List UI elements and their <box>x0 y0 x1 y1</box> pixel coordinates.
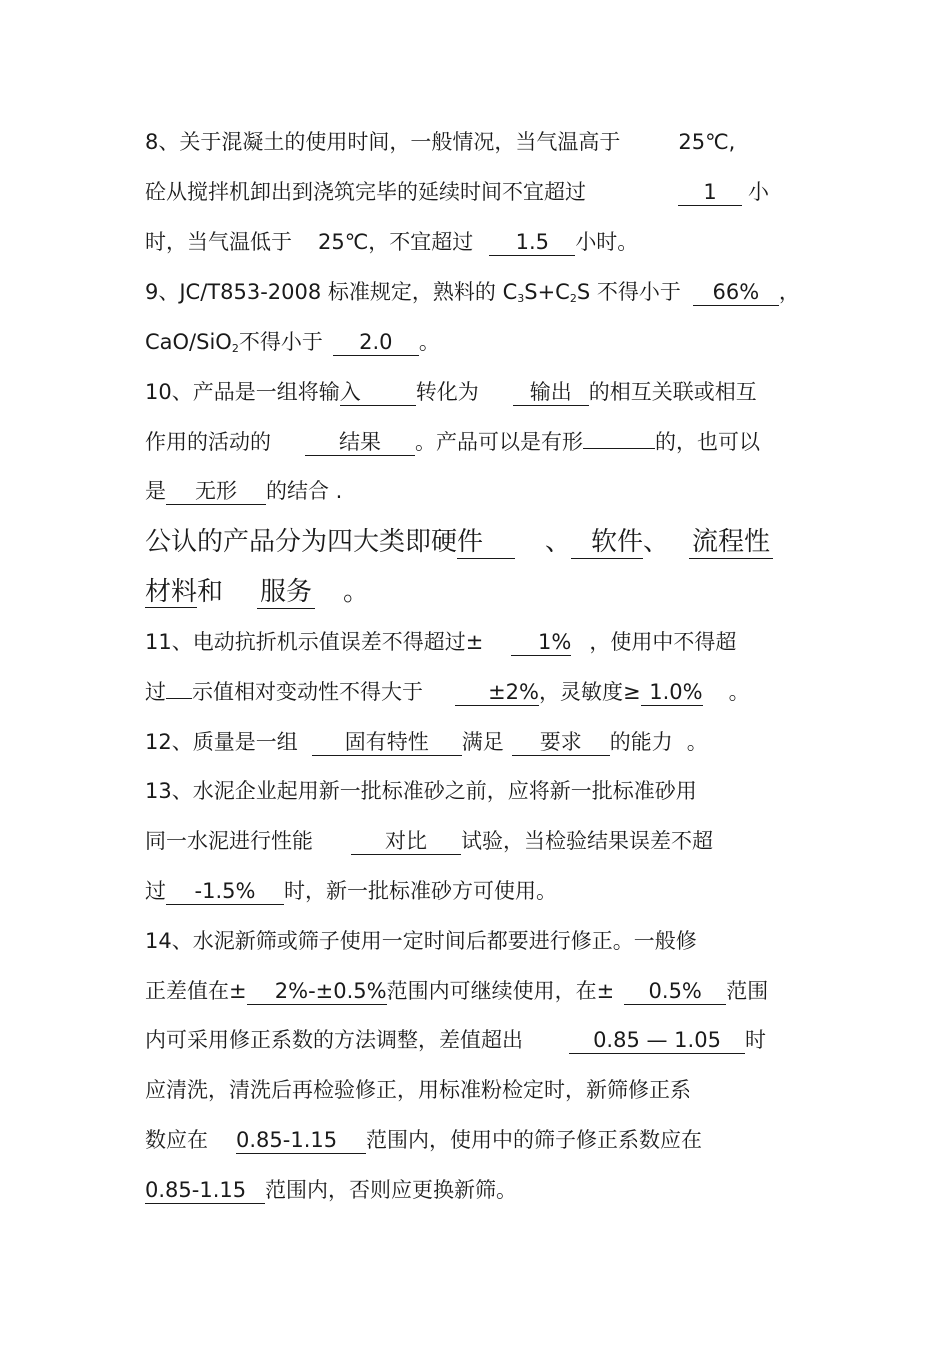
text: 砼从搅拌机卸出到浇筑完毕的延续时间不宜超过 <box>145 180 586 204</box>
text: 、 <box>545 527 572 557</box>
text: ， <box>778 280 800 304</box>
text: 的相互关联或相互 <box>588 380 757 404</box>
text: 25℃，不宜超过 <box>318 230 474 254</box>
q14-line-5 <box>145 1125 825 1155</box>
text: 公认的产品分为四大类即硬 <box>145 527 458 557</box>
text: 。 <box>418 330 440 354</box>
empty-blank <box>583 448 655 449</box>
answer-blank: 1% <box>511 629 571 656</box>
text: 内可采用修正系数的方法调整，差值超出 <box>145 1028 523 1052</box>
subscript: 2 <box>569 292 577 305</box>
q13-line-3 <box>145 876 825 906</box>
q10-line-5 <box>145 574 825 610</box>
text: 。 <box>728 680 750 704</box>
q11-line-2 <box>145 677 825 707</box>
answer-blank: 0.5% <box>624 978 726 1005</box>
text: 8、关于混凝土的使用时间，一般情况，当气温高于 <box>145 130 621 154</box>
answer-blank: 2.0 <box>333 329 419 356</box>
text: 是 <box>145 479 166 503</box>
q9-line-1 <box>145 277 825 307</box>
q11-line-1 <box>145 627 825 657</box>
q8-line-1 <box>145 127 825 157</box>
q12-line <box>145 727 825 757</box>
text: 小 <box>748 180 769 204</box>
text: 。 <box>343 577 370 607</box>
answer-blank: 0.85-1.15 <box>236 1127 366 1154</box>
text: 不得小于 <box>238 330 323 354</box>
text: S+C <box>524 280 570 304</box>
text: ，使用中不得超 <box>589 630 737 654</box>
answer-blank: 0.85-1.15 <box>145 1177 265 1204</box>
text: 。产品可以是有形 <box>415 430 583 454</box>
text: 过 <box>145 879 166 903</box>
answer-blank: 1.5 <box>489 229 575 256</box>
answer-blank: -1.5% <box>166 878 284 905</box>
text: 12、质量是一组 <box>145 730 298 754</box>
answer-blank: 入 <box>340 379 416 406</box>
q14-line-3 <box>145 1025 825 1055</box>
empty-blank <box>166 698 192 699</box>
text: 25℃, <box>678 130 736 154</box>
text: 。 <box>686 730 708 754</box>
text: 小时。 <box>575 230 639 254</box>
q10-line-1 <box>145 377 825 407</box>
text: 范围内可继续使用，在± <box>386 979 615 1003</box>
answer-blank: 服务 <box>257 576 315 609</box>
text: 的，也可以 <box>655 430 760 454</box>
q10-line-4 <box>145 524 825 560</box>
text: ，灵敏度≥ <box>539 680 641 704</box>
answer-blank: 要求 <box>512 729 610 756</box>
q10-line-2 <box>145 427 825 457</box>
text: 应清洗，清洗后再检验修正，用标准粉检定时，新筛修正系 <box>145 1078 691 1102</box>
text: 作用的活动的 <box>145 430 271 454</box>
text: 数应在 <box>145 1128 208 1152</box>
text: 范围内，否则应更换新筛。 <box>265 1178 517 1202</box>
answer-blank: 输出 <box>513 379 589 406</box>
q9-line-2 <box>145 327 825 357</box>
text: S 不得小于 <box>576 280 681 304</box>
text: 范围内，使用中的筛子修正系数应在 <box>366 1128 702 1152</box>
text: 14、水泥新筛或筛子使用一定时间后都要进行修正。一般修 <box>145 929 697 953</box>
answer-blank: 1.0% <box>641 679 703 706</box>
answer-blank: 结果 <box>305 429 415 456</box>
q13-line-1 <box>145 776 825 806</box>
text: 转化为 <box>415 380 479 404</box>
text: 的结合 . <box>266 479 343 503</box>
text: 同一水泥进行性能 <box>145 829 313 853</box>
answer-blank: ±2% <box>455 679 539 706</box>
q8-line-3 <box>145 227 825 257</box>
q14-line-1 <box>145 926 825 956</box>
text: 11、电动抗折机示值误差不得超过± <box>145 630 484 654</box>
text: 13、水泥企业起用新一批标准砂之前，应将新一批标准砂用 <box>145 779 697 803</box>
text: 的能力 <box>609 730 673 754</box>
text: 满足 <box>461 730 504 754</box>
answer-blank: 固有特性 <box>312 729 462 756</box>
text: 时 <box>745 1028 766 1052</box>
answer-blank: 1 <box>678 179 742 206</box>
text: 过 <box>145 680 166 704</box>
text: 和 <box>197 577 224 607</box>
text: 正差值在± <box>145 979 247 1003</box>
subscript: 3 <box>517 292 525 305</box>
text: 示值相对变动性不得大于 <box>192 680 423 704</box>
answer-blank: 对比 <box>351 828 461 855</box>
answer-blank: 0.85 — 1.05 <box>569 1027 745 1054</box>
text: 时，新一批标准砂方可使用。 <box>284 879 557 903</box>
underlined-text: 材料 <box>145 577 198 607</box>
q14-line-4 <box>145 1075 825 1105</box>
q13-line-2 <box>145 826 825 856</box>
answer-blank: 软件 <box>571 526 643 559</box>
text: 9、JC/T853-2008 标准规定，熟料的 C <box>145 280 518 304</box>
text: 10、产品是一组将输 <box>145 380 340 404</box>
q14-line-2 <box>145 976 825 1006</box>
text: 时，当气温低于 <box>145 230 292 254</box>
q10-line-3 <box>145 476 825 506</box>
text: 、 <box>643 527 670 557</box>
subscript: 2 <box>231 342 239 355</box>
q8-line-2 <box>145 177 825 207</box>
answer-blank: 件 <box>457 526 515 559</box>
text: 范围 <box>726 979 769 1003</box>
answer-blank: 流程性 <box>689 526 773 559</box>
q14-line-6 <box>145 1175 825 1205</box>
answer-blank: 无形 <box>166 478 266 505</box>
answer-blank: 66% <box>693 279 779 306</box>
text: CaO/SiO <box>145 330 232 354</box>
text: 试验，当检验结果误差不超 <box>461 829 713 853</box>
answer-blank: 2%-±0.5% <box>247 978 387 1005</box>
